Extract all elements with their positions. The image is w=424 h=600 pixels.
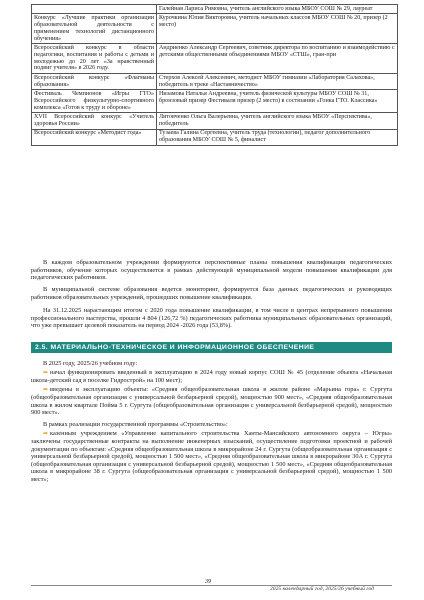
table-row bbox=[32, 44, 398, 74]
winner-cell: Андриенко Александр Сергеевич, советник директора по воспитанию и взаимодействию с детскими общественными объединениями МБОУ «СТШ», гран-при bbox=[157, 44, 398, 74]
contest-cell: Фестиваль Чемпионов «Игры ГТО» Всероссийского физкультурно-спортивного комплекса «Готов к труду и обороне» bbox=[32, 90, 157, 113]
bullet-item-contracts bbox=[31, 430, 392, 483]
footer-note: 2025 календарный год, 2025/26 учебный год bbox=[270, 586, 375, 592]
arrow-bullet-icon: ➦ bbox=[43, 431, 49, 437]
winner-cell: Тузаева Галина Сергеевна, учитель труда (технологии), педагог дополнительного образования МБОУ СОШ № 5, финалист bbox=[157, 129, 398, 145]
winner-cell: Стерхов Алексей Алексеевич, методист МБОУ гимназии «Лаборатория Салахова», победитель в треке «Наставничество» bbox=[157, 74, 398, 90]
winner-cell: Литовченко Ольга Валерьевна, учитель английского языка МБОУ «Перспектива», победитель bbox=[157, 113, 398, 129]
paragraph-monitoring: В муниципальной системе образования ведется мониторинг, формируется база данных педагогических и руководящих работников образовательных учреждений, прошедших повышение квалификации. bbox=[31, 286, 392, 301]
table-row bbox=[32, 113, 398, 129]
winner-cell: Низамова Наталья Андреевна, учитель физической культуры МБОУ СОШ № 31, бронзовый призер Фестиваля призер (2 место) в состязании «Гонка ГТО. Классика» bbox=[157, 90, 398, 113]
arrow-bullet-icon: ➦ bbox=[43, 387, 49, 393]
bullet-text: казенным учреждением «Управление капитального строительства Ханты-Мансийского автономного округа – Югры» заключены государственные контракты на выполнение инженерных изысканий, осуществление подготовки проектной и рабочей документации по объектам: «Средняя общеобразовательная школа в микрорайоне 24 г. Сургута (общеобразовательная организация с универсальной безбарьерной средой), мощностью 1 500 мест», «Средняя общеобразовательная школа в микрорайоне 30А г. Сургута (общеобразовательная организация с универсальной безбарьерной средой), мощностью 1 500 мест», «Средняя общеобразовательная школа в микрорайоне 38 г. Сургута (общеобразовательная организация с универсальной безбарьерной средой), мощностью 1 500 мест»; bbox=[31, 430, 392, 483]
winner-cell: Курочкина Юлия Викторовна, учитель начальных классов МБОУ СОШ № 20, призер (2 место) bbox=[157, 14, 398, 44]
awards-table bbox=[31, 4, 398, 146]
contest-cell: Всероссийский конкурс «Методист года» bbox=[32, 129, 157, 145]
contest-cell: Всероссийский конкурс в области педагогики, воспитания и работы с детьми и молодежью до 20 лет «За нравственный подвиг учителя» в 2026 году. bbox=[32, 44, 157, 74]
bullet-text: начал функционировать введенный в эксплуатацию в 2024 году новый корпус СОШ № 45 (отделение объекта «Начальная школа-детский сад в поселке Гидрострой» на 100 мест); bbox=[31, 369, 392, 385]
contest-cell: Конкурс «Лучшие практики организации образовательной деятельности с применением технологий дистанционного обучения» bbox=[32, 14, 157, 44]
bullet-text: введены в эксплуатацию объекты: «Средняя общеобразовательная школа в жилом районе «Марьина гора» г. Сургута (общеобразовательная организация с универсальной безбарьерной средой), мощностью 900 мест», «Средняя общеобразовательная школа в жилом квартале Пойма 5 г. Сургута (общеобразовательная организация с универсальной безбарьерной средой), мощностью 900 мест». bbox=[31, 386, 392, 417]
material-intro: В 2025 году, 2025/26 учебном году: bbox=[43, 360, 138, 367]
paragraph-qualification-total: На 31.12.2025 нарастающим итогом с 2020 года повышение квалификации, в том числе в центрах непрерывного повышения профессионального мастерства, прошли 4 804 (126,72 %) педагогических работника муниципальных образовательных организаций, что уже превышает целевой показатель на период 2024 -2026 года (53,8%). bbox=[31, 307, 392, 330]
table-row bbox=[32, 14, 398, 44]
table-row bbox=[32, 90, 398, 113]
winner-cell: Галейная Лариса Римовна, учитель английского языка МБОУ СОШ № 29, лауреат bbox=[157, 5, 398, 14]
contest-cell bbox=[32, 5, 157, 14]
bullet-item-new-building bbox=[31, 369, 392, 385]
table-row bbox=[32, 5, 398, 14]
paragraph-training-plans: В каждом образовательном учреждении формируются перспективные планы повышения квалификации педагогических работников, обучение которых осуществляется в рамках действующей муниципальной модели повышения квалификации для педагогических работников. bbox=[31, 259, 392, 282]
gp-intro: В рамках реализации государственной программы «Строительство»: bbox=[43, 421, 228, 428]
table-row bbox=[32, 74, 398, 90]
table-row bbox=[32, 129, 398, 145]
section-title: 2.5. МАТЕРИАЛЬНО-ТЕХНИЧЕСКОЕ И ИНФОРМАЦИОННОЕ ОБЕСПЕЧЕНИЕ bbox=[35, 344, 315, 351]
contest-cell: XVII Всероссийский конкурс «Учитель здоровья России» bbox=[32, 113, 157, 129]
contest-cell: Всероссийский конкурс «Флагманы образования» bbox=[32, 74, 157, 90]
section-header bbox=[31, 342, 392, 353]
page-number: 39 bbox=[205, 579, 211, 585]
bullet-item-new-schools bbox=[31, 386, 392, 417]
awards-table-body bbox=[32, 5, 398, 146]
arrow-bullet-icon: ➦ bbox=[43, 370, 49, 376]
